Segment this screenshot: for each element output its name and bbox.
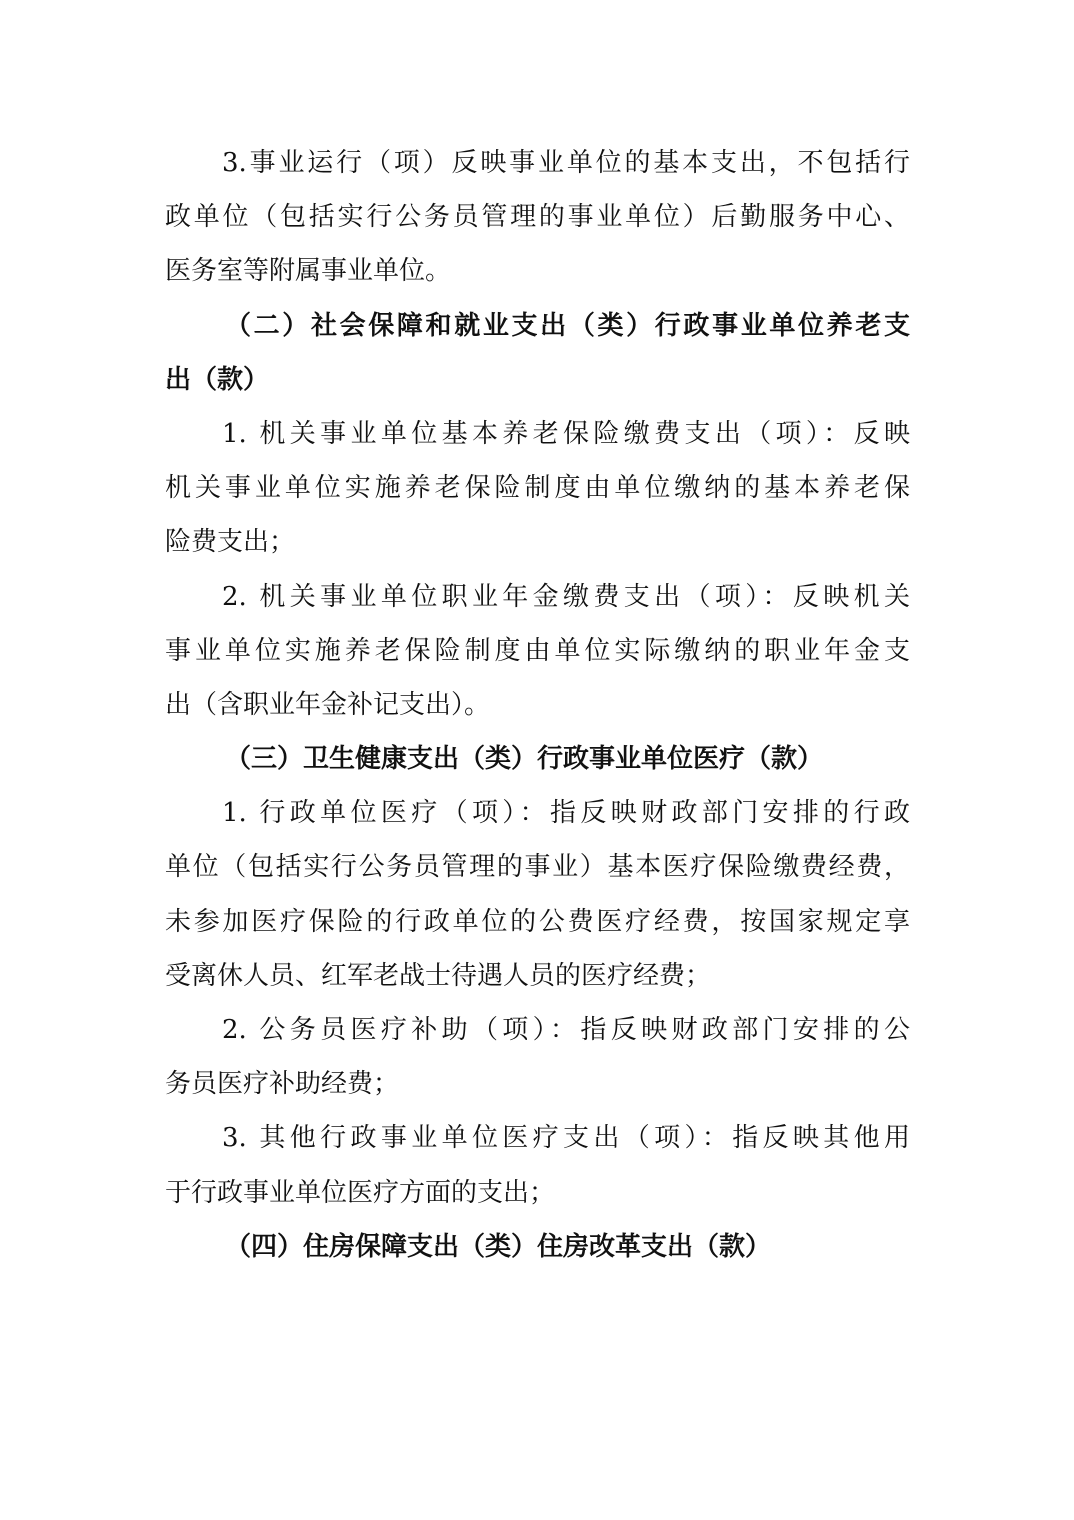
text-line: 未参加医疗保险的行政单位的公费医疗经费，按国家规定享: [165, 906, 910, 937]
text-line: 于行政事业单位医疗方面的支出；: [165, 1177, 556, 1208]
text-line: 事业单位实施养老保险制度由单位实际缴纳的职业年金支: [165, 635, 910, 666]
section-heading: [165, 299, 910, 407]
text-line: 险费支出；: [165, 527, 296, 558]
text-line: 单位（包括实行公务员管理的事业）基本医疗保险缴费经费，: [165, 852, 910, 883]
body-paragraph: [165, 570, 910, 733]
body-paragraph: [165, 407, 910, 570]
text-line: 1. 行政单位医疗（项）：指反映财政部门安排的行政: [222, 798, 910, 829]
text-line: 3. 其他行政事业单位医疗支出（项）：指反映其他用: [222, 1123, 910, 1154]
body-paragraph: [165, 136, 910, 299]
text-line: 受离休人员、红军老战士待遇人员的医疗经费；: [165, 960, 712, 991]
text-line: 政单位（包括实行公务员管理的事业单位）后勤服务中心、: [165, 202, 910, 233]
text-line: （四）住房保障支出（类）住房改革支出（款）: [225, 1231, 772, 1262]
text-line: 医务室等附属事业单位。: [165, 256, 452, 287]
section-heading: [165, 732, 910, 786]
text-line: 务员医疗补助经费；: [165, 1069, 400, 1100]
text-line: 2. 公务员医疗补助（项）：指反映财政部门安排的公: [222, 1015, 910, 1045]
text-line: （三）卫生健康支出（类）行政事业单位医疗（款）: [225, 744, 824, 775]
text-line: 出（含职业年金补记支出）。: [165, 689, 491, 720]
text-line: （二）社会保障和就业支出（类）行政事业单位养老支: [225, 310, 910, 341]
text-line: 出（款）: [165, 364, 270, 395]
body-paragraph: [165, 786, 910, 1003]
text-line: 3.事业运行（项）反映事业单位的基本支出，不包括行: [222, 148, 910, 178]
text-line: 机关事业单位实施养老保险制度由单位缴纳的基本养老保: [165, 473, 910, 504]
body-paragraph: [165, 1111, 910, 1219]
body-paragraph: [165, 1003, 910, 1111]
document-page: [165, 136, 910, 1274]
text-line: 1. 机关事业单位基本养老保险缴费支出（项）：反映: [222, 418, 910, 449]
text-line: 2. 机关事业单位职业年金缴费支出（项）：反映机关: [222, 581, 910, 612]
section-heading: [165, 1220, 910, 1274]
